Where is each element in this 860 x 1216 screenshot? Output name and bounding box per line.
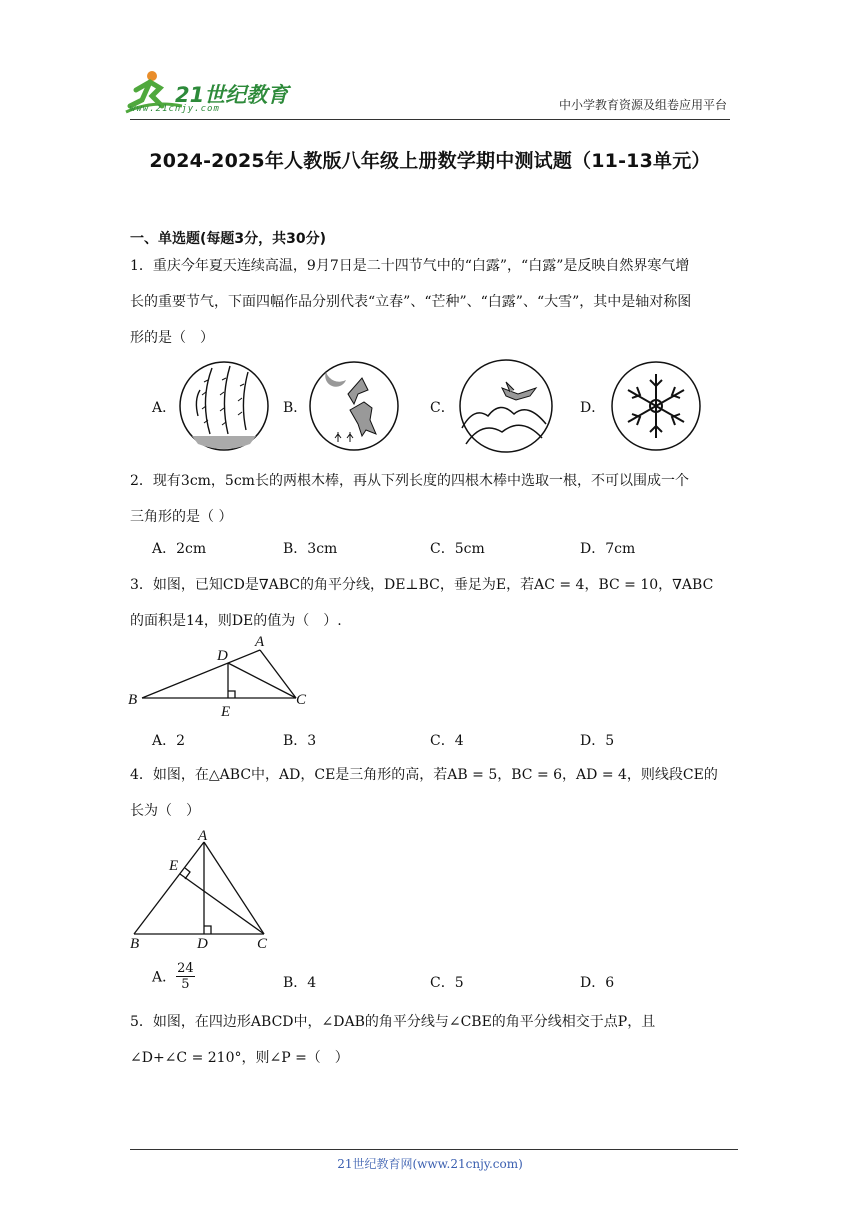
q2-option-c: C．5cm [430,541,485,557]
q2-option-b: B．3cm [283,541,338,557]
question-2-line2: 三角形的是（ ） [130,509,233,525]
question-5-line2: ∠D+∠C = 210°，则∠P =（ ） [130,1050,349,1066]
logo-text: 21世纪教育 [175,83,289,107]
q4-option-d: D．6 [580,975,615,991]
question-3-line1: 3．如图，已知CD是∇ABC的角平分线，DE⊥BC，垂足为E，若AC = 4，BC = 10，∇ABC [130,577,714,593]
q1-option-d-label: D． [580,400,606,416]
q3-label-b: B [128,692,138,708]
q4-option-c: C．5 [430,975,464,991]
q3-option-d: D．5 [580,733,615,749]
footer-link[interactable]: 21世纪教育网(www.21cnjy.com) [337,1157,523,1171]
q2-option-a: A．2cm [152,541,207,557]
question-4 [130,757,730,829]
q4-label-b: B [130,936,140,952]
question-1-line1: 1．重庆今年夏天连续高温，9月7日是二十四节气中的“白露”，“白露”是反映自然界寒气增 [130,258,690,274]
question-2-line1: 2．现有3cm，5cm长的两根木棒，再从下列长度的四根木棒中选取一根，不可以围成一个 [130,473,689,489]
q1-option-c-image [458,358,554,454]
q1-option-b-image [308,360,400,452]
q1-option-a-label: A． [152,400,177,416]
q4-figure [126,824,278,952]
q3-label-a: A [255,634,265,650]
q4-option-a-fraction [176,961,195,992]
q4-option-a-prefix: A． [152,969,177,986]
q1-option-a-image [178,360,270,452]
header-tagline: 中小学教育资源及组卷应用平台 [558,98,727,112]
question-4-line1: 4．如图，在△ABC中，AD，CE是三角形的高，若AB = 5，BC = 6，AD = 4，则线段CE的 [130,767,718,783]
q1-option-d-image [610,360,702,452]
header-divider [130,119,730,120]
q2-option-d: D．7cm [580,541,636,557]
question-3-line2: 的面积是14，则DE的值为（ ）. [130,613,342,629]
q4-label-c: C [257,936,268,952]
q3-option-c: C．4 [430,733,464,749]
footer-divider [130,1149,738,1150]
q4-option-a [152,961,195,992]
q4-fraction-numerator: 24 [177,961,194,976]
question-2 [130,463,730,535]
q3-label-c: C [296,692,307,708]
q4-label-a: A [198,828,208,844]
q1-option-c-label: C． [430,400,455,416]
q3-label-e: E [221,704,231,720]
question-1-line2: 长的重要节气，下面四幅作品分别代表“立春”、“芒种”、“白露”、“大雪”，其中是轴对称图 [130,294,692,310]
section-heading: 一、单选题(每题3分，共30分) [130,231,327,247]
question-1-line3: 形的是（ ） [130,330,214,346]
q4-label-e: E [169,858,179,874]
question-5-line1: 5．如图，在四边形ABCD中，∠DAB的角平分线与∠CBE的角平分线相交于点P，且 [130,1014,656,1030]
q4-fraction-denominator: 5 [181,977,190,992]
q3-option-a: A．2 [152,733,186,749]
logo-url: www.21cnjy.com [130,104,220,114]
q4-option-b: B．4 [283,975,317,991]
q3-label-d: D [217,648,228,664]
q1-option-b-label: B． [283,400,308,416]
question-1 [130,248,730,356]
question-5 [130,1004,730,1076]
q3-option-b: B．3 [283,733,317,749]
page-title: 2024-2025年人教版八年级上册数学期中测试题（11-13单元） [149,150,711,172]
question-4-line2: 长为（ ） [130,803,200,819]
q3-figure [128,630,313,718]
q4-label-d: D [197,936,208,952]
question-3 [130,567,730,639]
